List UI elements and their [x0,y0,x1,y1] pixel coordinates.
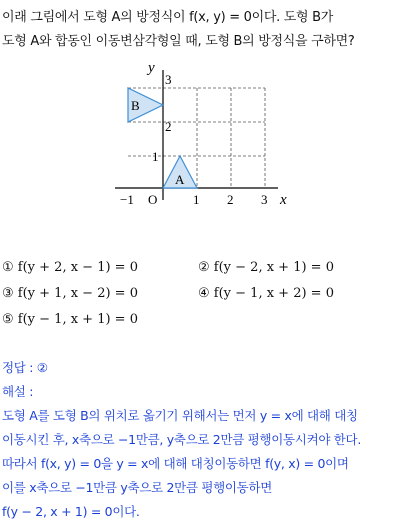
choice-5[interactable]: ⑤ f(y − 1, x + 1) = 0 [2,311,138,327]
axis-y-label: y [148,60,155,76]
solution-line-2: 이동시킨 후, x축으로 −1만큼, y축으로 2만큼 평행이동시켜야 한다. [2,432,362,447]
choice-3[interactable]: ③ f(y + 1, x − 2) = 0 [2,285,138,301]
x-tick-1: 1 [193,192,200,207]
choice-1[interactable]: ① f(y + 2, x − 1) = 0 [2,259,138,275]
solution-answer: 정답 : ② [2,360,48,375]
origin-label: O [148,192,158,207]
choice-4[interactable]: ④ f(y − 1, x + 2) = 0 [198,285,334,301]
solution-block [2,356,400,524]
solution-line-5: f(y − 2, x + 1) = 0이다. [2,504,140,519]
coordinate-figure [100,58,300,208]
y-tick-2: 2 [165,119,172,134]
y-tick-1: 1 [152,149,159,164]
question-line-1: 이래 그림에서 도형 A의 방정식이 f(x, y) = 0이다. 도형 B가 [2,10,334,25]
axis-x-label: x [280,192,287,208]
x-tick-2: 2 [227,192,234,207]
choice-2[interactable]: ② f(y − 2, x + 1) = 0 [198,259,334,275]
solution-line-4: 이를 x축으로 −1만큼 y축으로 2만큼 평행이동하면 [2,480,272,495]
question-line-2: 도형 A와 합동인 이동변삼각형일 때, 도형 B의 방정식을 구하면? [2,34,355,49]
x-tick-3: 3 [261,192,268,207]
solution-line-3: 따라서 f(x, y) = 0을 y = x에 대해 대칭이동하면 f(y, x) = 0이며 [2,456,349,471]
x-tick-neg1: −1 [120,192,134,207]
answer-choices [2,254,400,332]
shape-a-label: A [175,172,185,187]
solution-line-1: 도형 A를 도형 B의 위치로 옮기기 위해서는 먼저 y = x에 대해 대칭 [2,408,358,423]
question-text [2,6,400,54]
y-tick-3: 3 [165,72,172,87]
solution-heading: 해설 : [2,384,34,399]
shape-b-label: B [131,98,140,113]
axes [115,70,278,200]
